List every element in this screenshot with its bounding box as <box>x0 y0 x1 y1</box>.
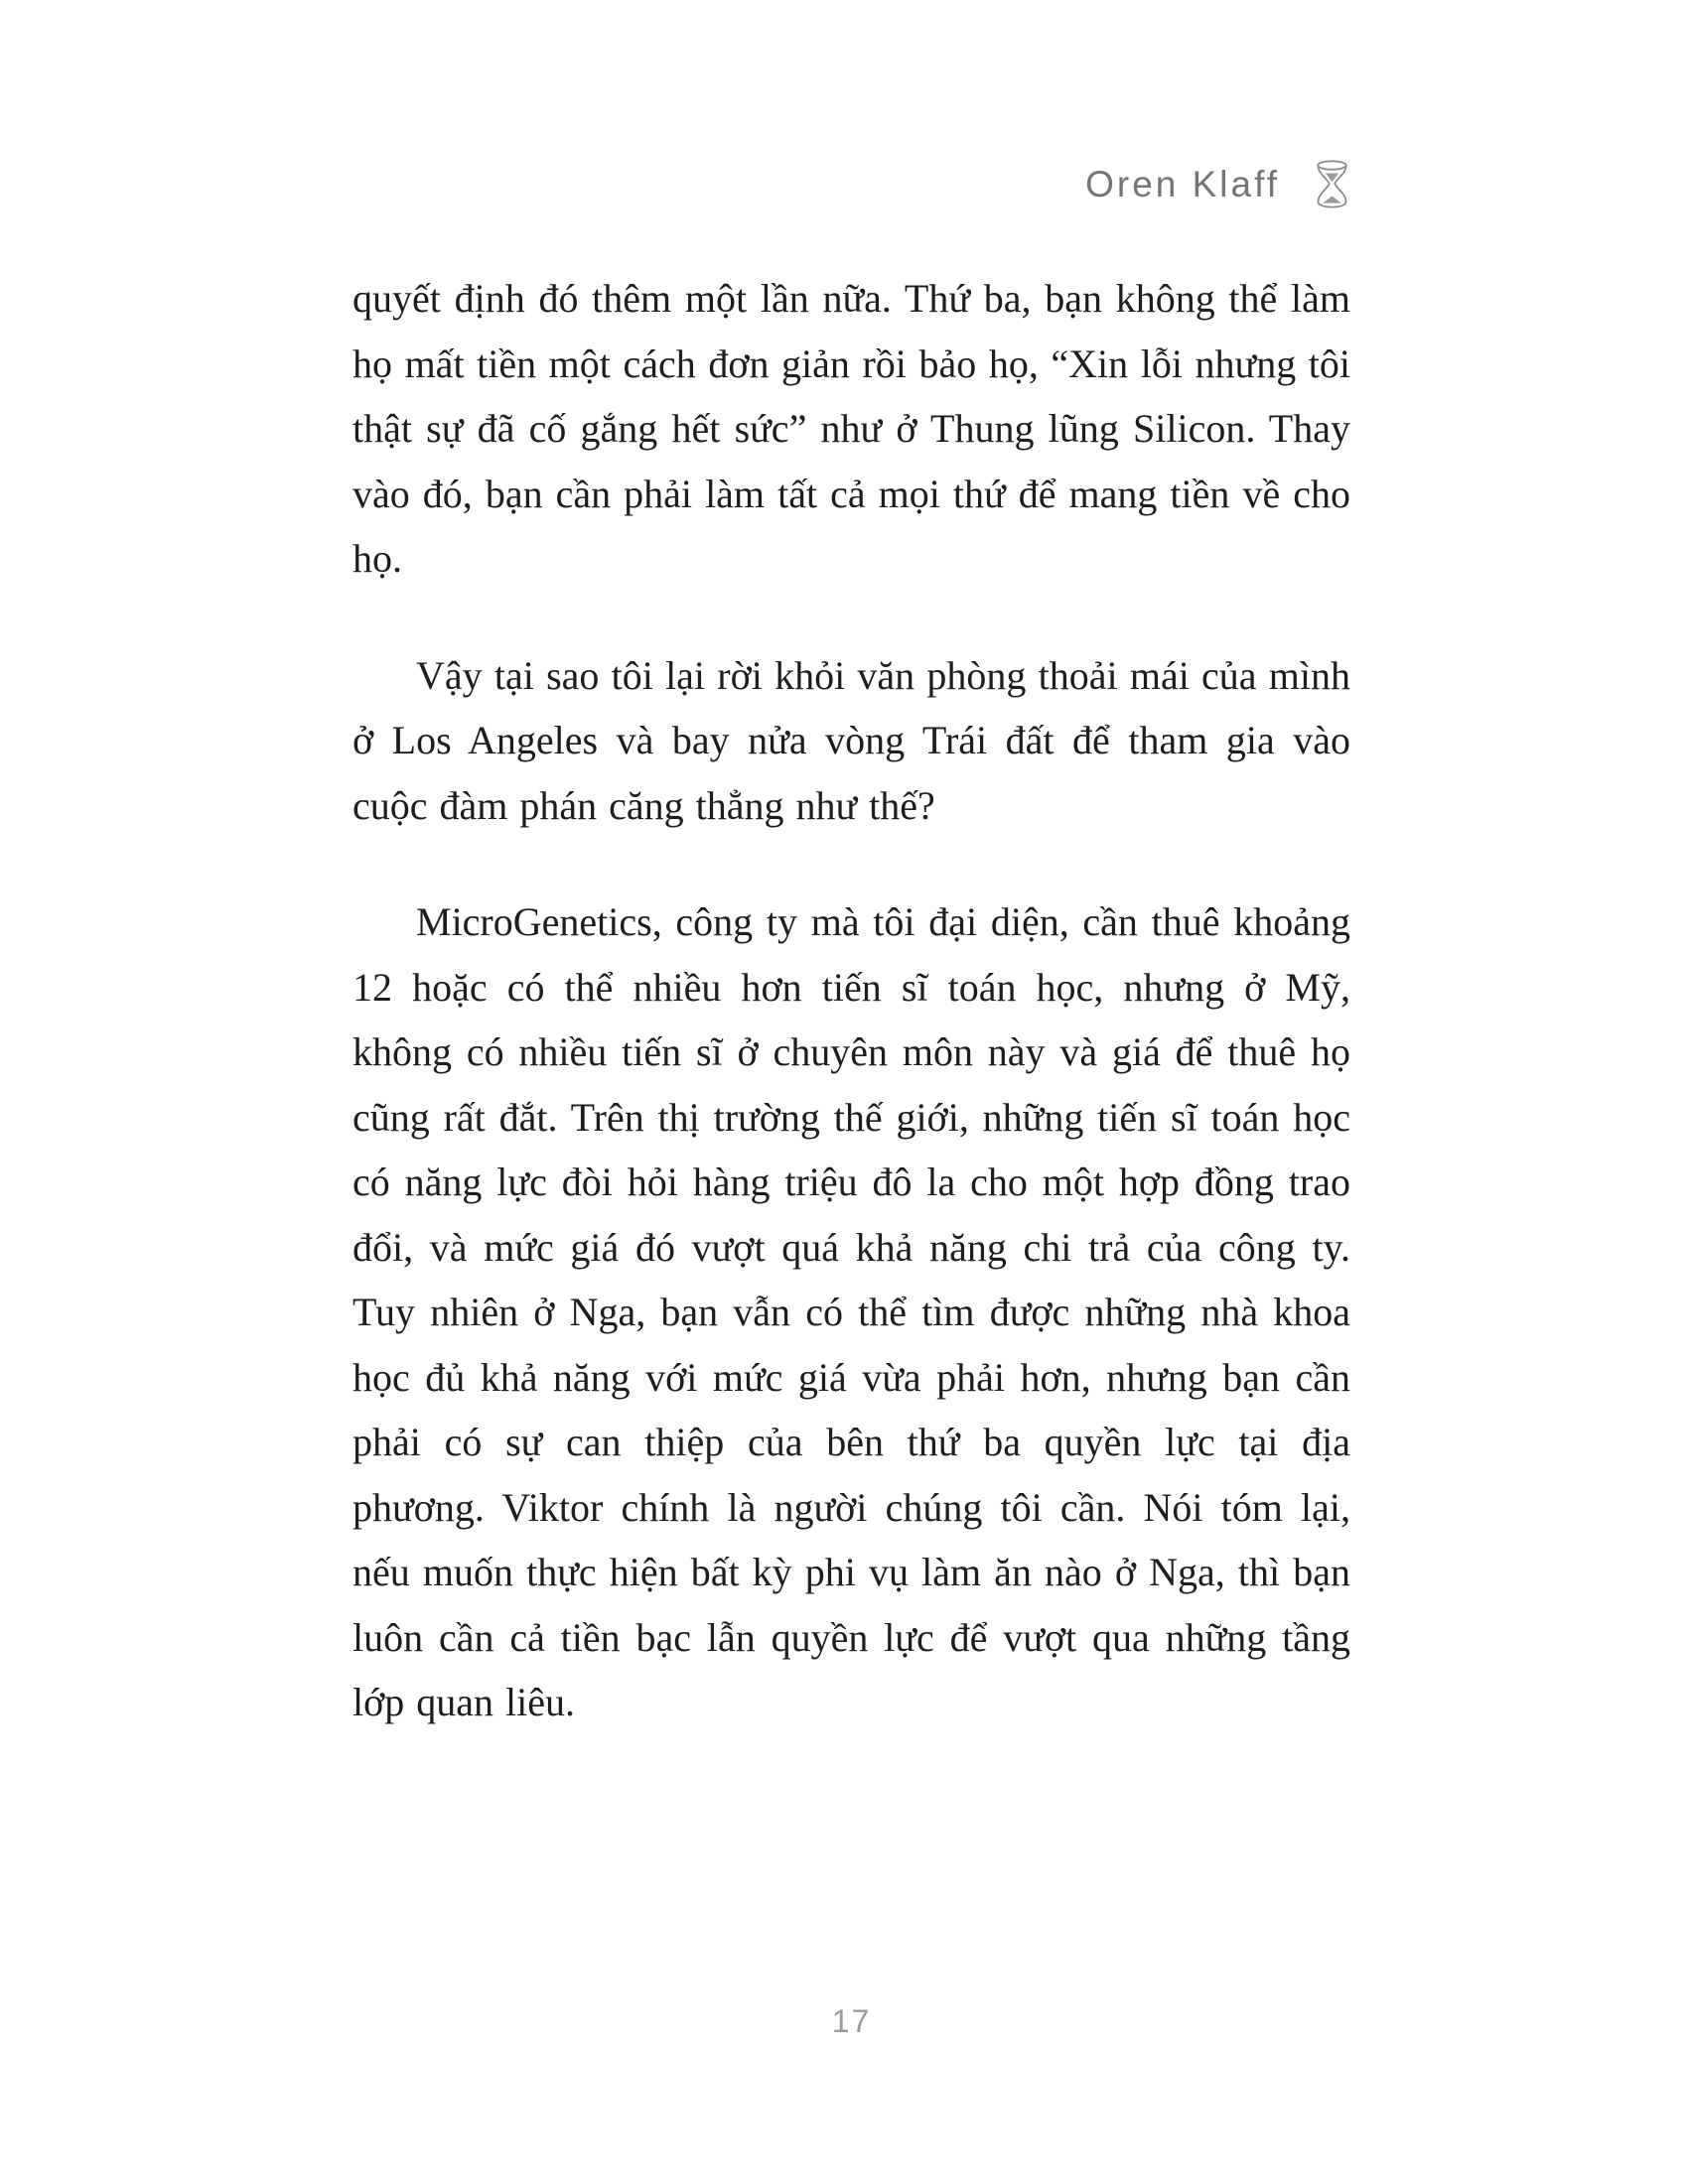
paragraph: Vậy tại sao tôi lại rời khỏi văn phòng thoải mái của mình ở Los Angeles và bay nửa vòng Trái đất để tham gia vào cuộc đàm phán căng thẳng như thế? <box>352 652 1350 828</box>
paragraph: quyết định đó thêm một lần nữa. Thứ ba, bạn không thể làm họ mất tiền một cách đơn giản rồi bảo họ, “Xin lỗi nhưng tôi thật sự đã cố gắng hết sức” như ở Thung lũng Silicon. Thay vào đó, bạn cần phải làm tất cả mọi thứ để mang tiền về cho họ. <box>352 276 1350 581</box>
author-name: Oren Klaff <box>1085 163 1280 205</box>
running-header <box>1085 159 1350 208</box>
body-text <box>352 266 1350 1787</box>
hourglass-icon <box>1314 159 1350 208</box>
content-column <box>352 0 1350 2184</box>
paragraph: MicroGenetics, công ty mà tôi đại diện, cần thuê khoảng 12 hoặc có thể nhiều hơn tiến sĩ toán học, nhưng ở Mỹ, không có nhiều tiến sĩ ở chuyên môn này và giá để thuê họ cũng rất đắt. Trên thị trường thế giới, những tiến sĩ toán học có năng lực đòi hỏi hàng triệu đô la cho một hợp đồng trao đổi, và mức giá đó vượt quá khả năng chi trả của công ty. Tuy nhiên ở Nga, bạn vẫn có thể tìm được những nhà khoa học đủ khả năng với mức giá vừa phải hơn, nhưng bạn cần phải có sự can thiệp của bên thứ ba quyền lực tại địa phương. Viktor chính là người chúng tôi cần. Nói tóm lại, nếu muốn thực hiện bất kỳ phi vụ làm ăn nào ở Nga, thì bạn luôn cần cả tiền bạc lẫn quyền lực để vượt qua những tầng lớp quan liêu. <box>352 899 1350 1724</box>
page-number: 17 <box>831 2003 872 2039</box>
